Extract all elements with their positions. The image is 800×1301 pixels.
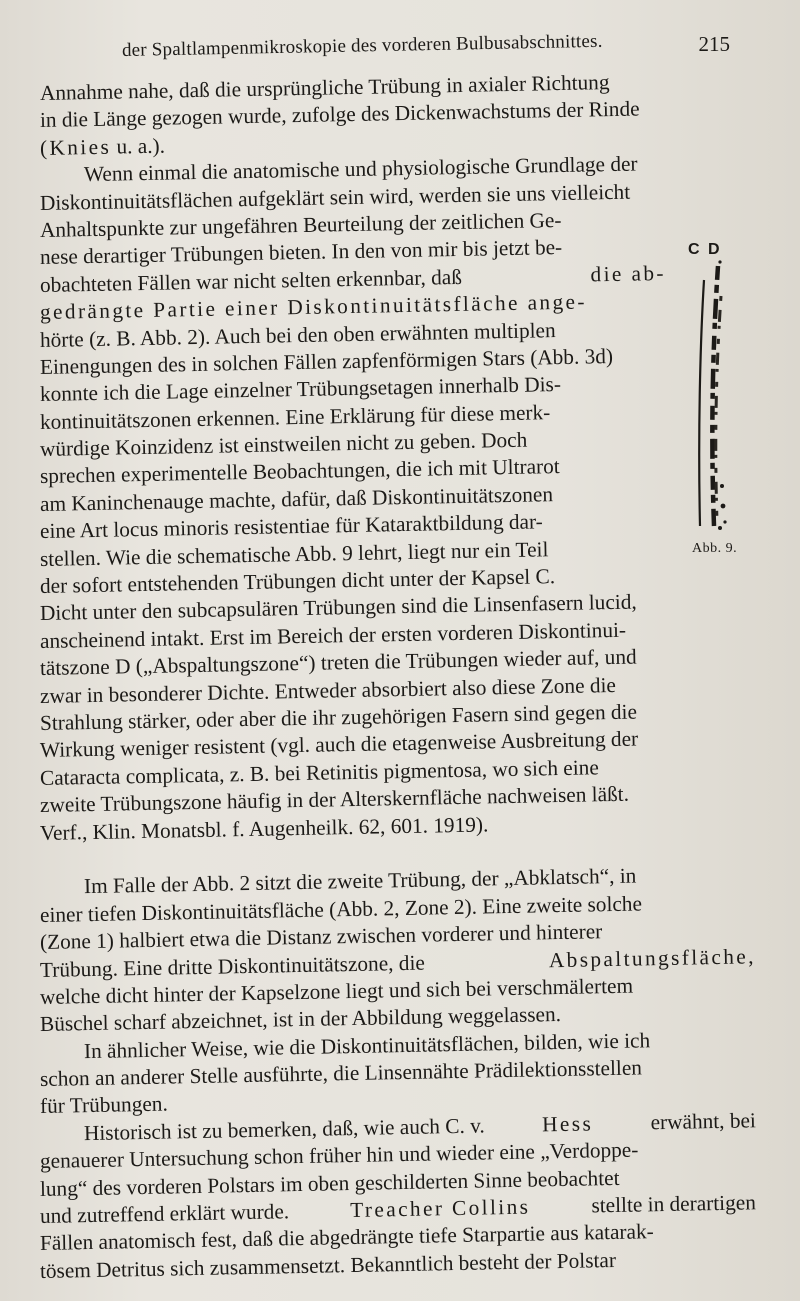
text-line: konnte ich die Lage einzelner Trübungsetagen innerhalb Dis- [39, 372, 562, 407]
text-line: Diskontinuitätsflächen aufgeklärt sein wird, werden sie uns vielleicht [39, 179, 631, 215]
text-line: stellen. Wie die schematische Abb. 9 lehrt, liegt nur ein Teil [39, 536, 549, 571]
lens-opacity-drawing [684, 236, 764, 546]
text-line: anscheinend intakt. Erst im Bereich der ersten vorderen Diskontinui- [39, 617, 627, 653]
text-line: Im Falle der Abb. 2 sitzt die zweite Trübung, der „Abklatsch“, in [83, 863, 637, 899]
opacity-band-d-inner [716, 296, 721, 521]
text-line: sprechen experimentelle Beobachtungen, die ich mit Ultrarot [39, 454, 560, 489]
text-line: Annahme nahe, daß die ursprüngliche Trübung in axialer Richtung [39, 70, 610, 105]
text-line: und zutreffend erklärt wurde. Treacher Collins stellte in derartigen [39, 1190, 757, 1229]
text-line: Büschel scharf abzeichnet, ist in der Abbildung weggelassen. [39, 1002, 562, 1037]
text-line: würdige Koinzidenz ist einstweilen nicht zu geben. Doch [39, 427, 528, 462]
running-title: der Spaltlampenmikroskopie des vorderen Bulbusabschnittes. [121, 30, 603, 61]
text-line: Trübung. Eine dritte Diskontinuitätszone, die Abspaltungsfläche, [39, 943, 757, 982]
text-line: welche dicht hinter der Kapselzone liegt und sich bei verschmälertem [39, 973, 634, 1009]
text-line: Einengungen des in solchen Fällen zapfenförmigen Stars (Abb. 3d) [39, 343, 614, 379]
text-line: zweite Trübungszone häufig in der Alterskernfläche nachweisen läßt. [39, 781, 630, 818]
text-line: für Trübungen. [39, 1092, 168, 1119]
text-line: Historisch ist zu bemerken, daß, wie auch C. v. Hess erwähnt, bei [83, 1108, 757, 1145]
text-line: (Knies u. a.). [39, 133, 166, 160]
text-line: Anhaltspunkte zur ungefähren Beurteilung der zeitlichen Ge- [39, 207, 562, 242]
text-line: tätszone D („Abspaltungszone“) treten die Trübungen wieder auf, und [39, 644, 637, 681]
text-line: zwar in besonderer Dichte. Entweder absorbiert also diese Zone die [39, 672, 617, 708]
label-d: D [708, 241, 720, 258]
text-line: einer tiefen Diskontinuitätsfläche (Abb. 2, Zone 2). Eine zweite solche [39, 891, 643, 927]
text-line: obachteten Fällen war nicht selten erkennbar, daß die ab- [39, 260, 667, 297]
text-line: kontinuitätszonen erkennen. Eine Erklärung für diese merk- [39, 399, 551, 434]
text-line: tösem Detritus sich zusammensetzt. Bekanntlich besteht der Polstar [39, 1247, 617, 1283]
page-number: 215 [698, 32, 730, 56]
text-line: gedrängte Partie einer Diskontinuitätsfläche ange- [39, 289, 588, 325]
label-c: C [688, 241, 700, 258]
text-line: Verf., Klin. Monatsbl. f. Augenheilk. 62, 601. 1919). [39, 811, 489, 845]
text-line: Dicht unter den subcapsulären Trübungen sind die Linsenfasern lucid, [39, 589, 637, 626]
text-line: genauerer Untersuchung schon früher hin und wieder eine „Verdoppe- [39, 1137, 639, 1174]
text-line: Fällen anatomisch fest, daß die abgedrängte tiefe Starpartie aus katarak- [39, 1219, 654, 1256]
text-line: der sofort entstehenden Trübungen dicht unter der Kapsel C. [39, 564, 556, 599]
body-text [39, 70, 760, 1285]
text-line: in die Länge gezogen wurde, zufolge des Dickenwachstums der Rinde [39, 96, 640, 133]
text-line: Cataracta complicata, z. B. bei Retinitis pigmentosa, wo sich eine [39, 755, 600, 790]
text-line: am Kaninchenauge machte, dafür, daß Diskontinuitätszonen [39, 482, 554, 516]
text-line: Wenn einmal die anatomische und physiologische Grundlage der [83, 151, 638, 187]
text-line: nese derartiger Trübungen bieten. In den von mir bis jetzt be- [39, 235, 563, 270]
text-line: In ähnlicher Weise, wie die Diskontinuitätsflächen, bilden, wie ich [83, 1027, 651, 1063]
figure-abb-9 [684, 236, 764, 566]
text-line: schon an anderer Stelle ausführte, die Linsennähte Prädilektionsstellen [39, 1055, 643, 1092]
text-line: hörte (z. B. Abb. 2). Auch bei den oben erwähnten multiplen [39, 317, 556, 352]
figure-caption: Abb. 9. [692, 541, 738, 556]
capsule-line-c [699, 280, 704, 526]
text-line: Wirkung weniger resistent (vgl. auch die etagenweise Ausbreitung der [39, 726, 639, 763]
text-line: eine Art locus minoris resistentiae für Kataraktbildung dar- [39, 509, 543, 544]
text-line: (Zone 1) halbiert etwa die Distanz zwischen vorderer und hinterer [39, 919, 603, 955]
text-line: Strahlung stärker, oder aber die ihr zugehörigen Fasern sind gegen die [39, 699, 638, 735]
text-line: lung“ des vorderen Polstars im oben geschilderten Sinne beobachtet [39, 1165, 620, 1201]
